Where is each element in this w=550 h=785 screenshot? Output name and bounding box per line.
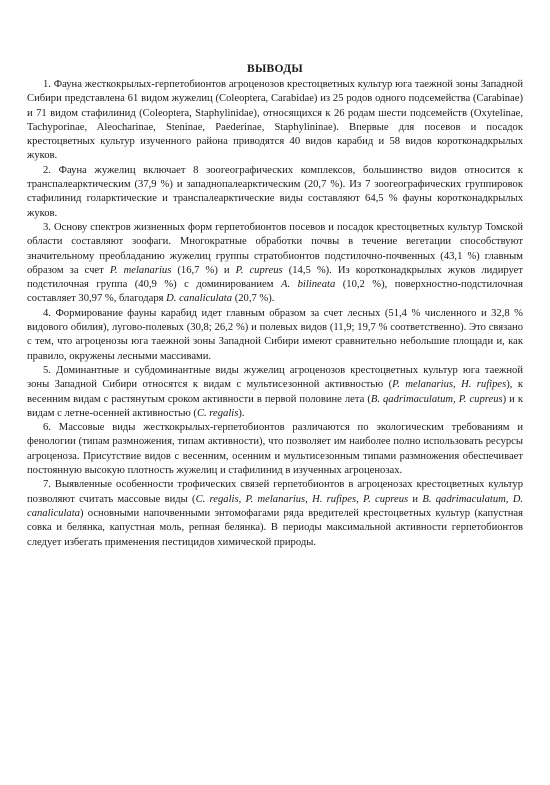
paragraph-text: 6. Массовые виды жесткокрылых-герпетобионтов различаются по экологическим требованиям и фенологии (типам размножения, типам активности), что позволяет им наиболее полно использовать ресурсы агроценоза. Присутствие видов с весенним, осенним и мультисезонным типами размножения обеспечивает постоянную высокую плотность жужелиц и стафилинид в изученных агроценозах.: [27, 422, 523, 477]
species-name: A. bilineata: [280, 279, 336, 291]
species-name: C. regalis, P. melanarius, H. rufipes, P. cupreus: [195, 493, 409, 505]
paragraph-text: 5. Доминантные и субдоминантные виды жужелиц агроценозов крестоцветных культур юга таежной зоны Западной Сибири относятся к видам с мультисезонной активностью (: [27, 364, 523, 391]
paragraph-text: (16,7 %) и: [171, 264, 236, 276]
paragraph-text: и: [408, 493, 423, 505]
paragraph-text: ) основными напочвенными энтомофагами ряда вредителей крестоцветных культур (капустная совка и белянка, капустная моль, репная белянка). В периоды максимальной активности герпетобионтов следует избегать применения пестицидов химической природы.: [27, 507, 523, 548]
species-name: C. regalis: [196, 407, 239, 419]
paragraph-text: 1. Фауна жесткокрылых-герпетобионтов агроценозов крестоцветных культур юга таежной зоны Западной Сибири представлена 61 видом жужелиц (Coleoptera, Carabidae) из 25 родов одного подсемейства (Carabinae) и 71 видом стафилинид (Coleoptera, Staphylinidae), относящихся к 26 родам шести подсемейств (Oxytelinae, Tachyporinae, Aleocharinae, Steninae, Paederinae, Staphylininae). Впервые для посевов и посадок крестоцветных культур изученного района приводятся 40 видов карабид и 58 видов коротконадкрылых жуков.: [27, 79, 523, 162]
paragraph-text: ) и к видам с летне-осенней активностью (: [27, 393, 523, 419]
species-name: P. cupreus: [235, 264, 283, 276]
conclusion-paragraph-4: [27, 307, 523, 364]
paragraph-text: 3. Основу спектров жизненных форм герпетобионтов посевов и посадок крестоцветных культур Томской области составляют зоофаги. Многократные обработки почвы в течение вегетации способствуют значительному преобладанию жужелиц группы стратобионтов подстилочно-почвенных (43,1 %) главным образом за счет: [27, 221, 523, 276]
paragraph-text: 2. Фауна жужелиц включает 8 зоогеографических комплексов, большинство видов относится к транспалеарктическим (37,9 %) и западнопалеарктическим (20,7 %). Из 7 зоогеографических группировок стафилинид голарктические и транспалеарктические виды составляют 64,5 % фауны коротконадкрылых жуков.: [27, 164, 523, 219]
paragraph-text: 7. Выявленные особенности трофических связей герпетобионтов в агроценозах крестоцветных культур позволяют считать массовые виды (: [27, 479, 523, 505]
paragraph-text: ), к весенним видам с растянутым сроком активности в первой половине лета (: [27, 379, 523, 405]
species-name: P. melanarius, H. rufipes: [392, 379, 507, 391]
paragraph-text: (14,5 %). Из коротконадкрылых жуков лидирует подстилочная группа (40,9 %) с доминированием: [27, 264, 524, 291]
conclusion-paragraph-3: [27, 221, 523, 307]
conclusion-paragraph-6: [27, 421, 523, 478]
conclusions-body: [27, 78, 523, 550]
paragraph-text: 4. Формирование фауны карабид идет главным образом за счет лесных (51,4 % численного и 32,8 % видового обилия), лугово-полевых (30,8; 26,2 %) и полевых видов (11,9; 19,7 % соответственно). Это связано с тем, что агроценозы юга таежной зоны Западной Сибири имеют сравнительно небольшие площади и, как правило, окружены лесными массивами.: [27, 307, 523, 362]
paragraph-text: (20,7 %).: [232, 293, 275, 305]
page-title: ВЫВОДЫ: [246, 63, 303, 75]
species-name: B. qadrimaculatum, D. canaliculata: [27, 493, 523, 519]
conclusion-paragraph-2: [27, 164, 523, 221]
species-name: P. melanarius: [109, 264, 172, 276]
paragraph-text: (10,2 %), поверхностно-подстилочная составляет 30,97 %, благодаря: [27, 279, 523, 305]
species-name: D. canaliculata: [166, 293, 233, 305]
conclusion-paragraph-5: [27, 364, 523, 421]
species-name: B. qadrimaculatum, P. cupreus: [370, 393, 503, 405]
conclusion-paragraph-7: [27, 478, 523, 549]
conclusion-paragraph-1: [27, 78, 523, 164]
paragraph-text: ).: [238, 407, 245, 419]
